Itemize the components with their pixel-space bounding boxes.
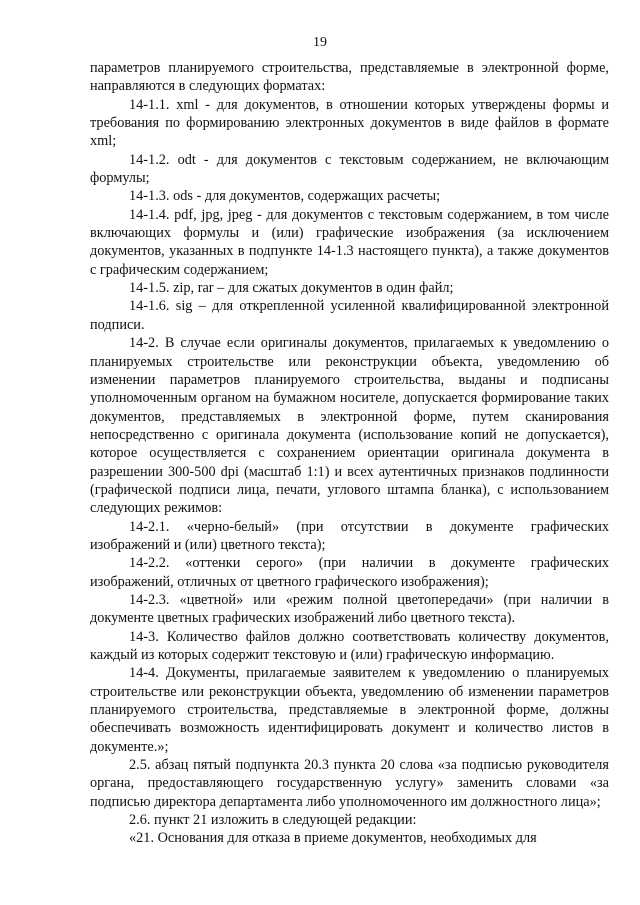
- paragraph-14-1-3: 14-1.3. ods - для документов, содержащих расчеты;: [129, 188, 441, 205]
- paragraph-14-2-1: 14-2.1. «черно-белый» (при отсутствии в документе графических изображений и (или) цветного текста);: [90, 518, 609, 553]
- paragraph-21: «21. Основания для отказа в приеме документов, необходимых для: [129, 830, 537, 847]
- paragraph-14-1-2: 14-1.2. odt - для документов с текстовым содержанием, не включающим формулы;: [90, 151, 609, 187]
- paragraph-14-1-1: 14-1.1. xml - для документов, в отношении которых утверждены формы и требования по формированию электронных документов в виде файлов в формате xml;: [90, 96, 609, 150]
- paragraph-14-3: 14-3. Количество файлов должно соответствовать количеству документов, каждый из которых содержит текстовую и (или) графическую информацию.: [90, 628, 609, 663]
- paragraph-14-1-6: 14-1.6. sig – для открепленной усиленной квалифицированной электронной подписи.: [90, 298, 609, 333]
- paragraph-14-1-5: 14-1.5. zip, rar – для сжатых документов в один файл;: [129, 280, 454, 297]
- paragraph-14-2-2: 14-2.2. «оттенки серого» (при наличии в документе графических изображений, отличных от цветного графического изображения);: [90, 555, 609, 590]
- paragraph-14-4: 14-4. Документы, прилагаемые заявителем к уведомлению о планируемых строительстве или реконструкции объекта, уведомлению об изменении параметров планируемого строительства, представляемые в электронной форме, должны обеспечивать возможность идентифицировать документ и количество листов в документе.»;: [90, 665, 609, 755]
- page-number: 19: [313, 35, 327, 50]
- document-body: [90, 59, 609, 848]
- paragraph-14-1-4: 14-1.4. pdf, jpg, jpeg - для документов с текстовым содержанием, в том числе включающих формулы и (или) графические изображения (за исключением документов, указанных в подпункте 14-1.3 настоящего пункта), а также документов с графическим содержанием;: [90, 206, 609, 278]
- paragraph-2-6: 2.6. пункт 21 изложить в следующей редакции:: [129, 812, 417, 829]
- paragraph-2-5: 2.5. абзац пятый подпункта 20.3 пункта 20 слова «за подписью руководителя органа, предоставляющего государственную услугу» заменить словами «за подписью директора департамента либо уполномоченного им должностного лица»;: [90, 757, 609, 810]
- paragraph-14-2-3: 14-2.3. «цветной» или «режим полной цветопередачи» (при наличии в документе цветных графических изображений либо цветного текста).: [90, 591, 609, 627]
- paragraph-formats-intro: параметров планируемого строительства, представляемые в электронной форме, направляются в следующих форматах:: [90, 60, 609, 95]
- paragraph-14-2: 14-2. В случае если оригиналы документов, прилагаемых к уведомлению о планируемых строительстве или реконструкции объекта, уведомлению об изменении параметров планируемого строительства, выданы и подписаны уполномоченным органом на бумажном носителе, допускается формирование таких документов, представляемых в электронной форме, путем сканирования непосредственно с оригинала документа (использование копий не допускается), которое осуществляется с сохранением ориентации оригинала документа в разрешении 300-500 dpi (масштаб 1:1) и всех аутентичных признаков подлинности (графической подписи лица, печати, углового штампа бланка), с использованием следующих режимов:: [90, 335, 609, 517]
